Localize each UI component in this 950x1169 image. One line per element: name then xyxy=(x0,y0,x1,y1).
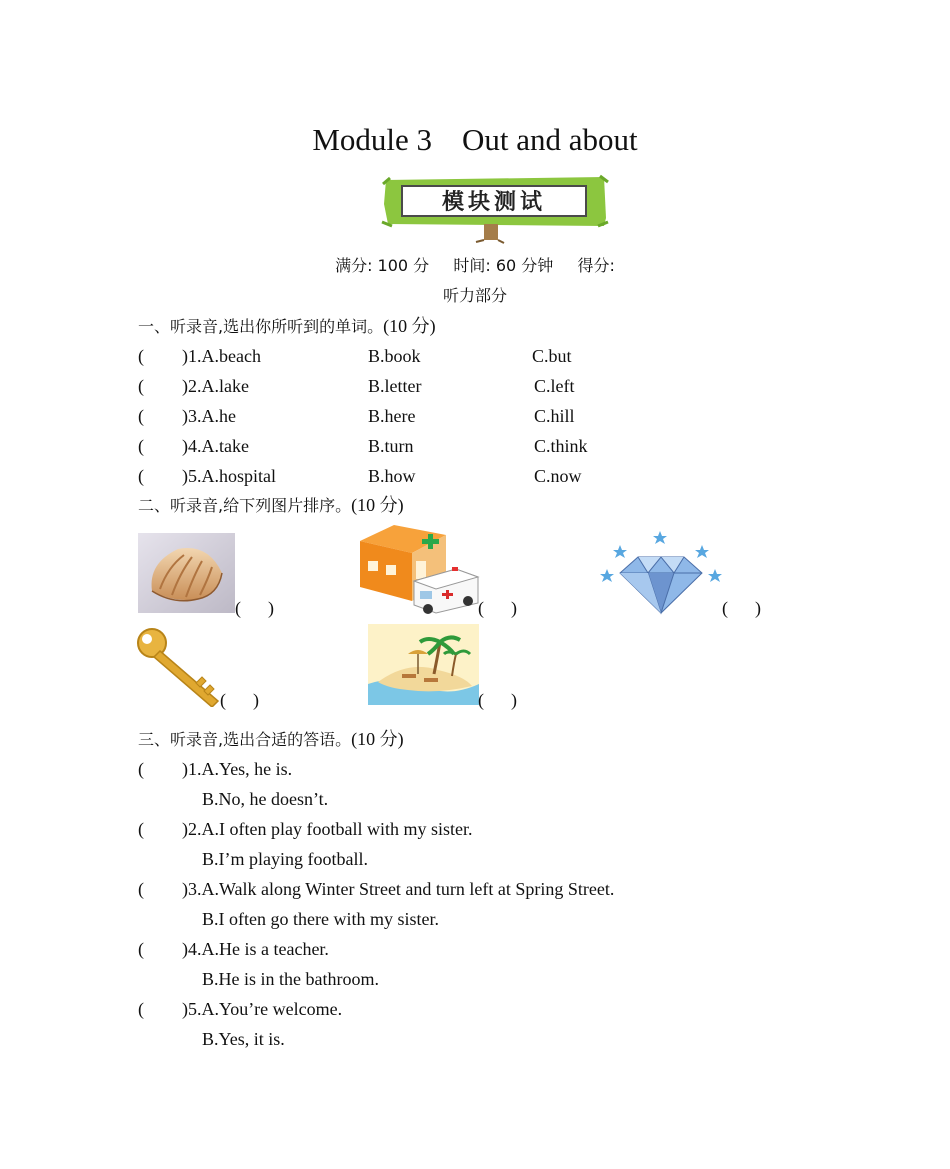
answer-blank[interactable]: ( xyxy=(138,376,144,396)
part1-question xyxy=(138,465,276,487)
part1-question xyxy=(138,435,249,457)
option-c: C.but xyxy=(532,346,572,366)
part2-score: (10 分) xyxy=(351,495,404,515)
part1-score: (10 分) xyxy=(383,316,436,336)
option-a: )4.A.take xyxy=(182,436,249,456)
order-blank[interactable]: ( ) xyxy=(220,690,259,710)
order-blank[interactable]: ( ) xyxy=(478,598,517,618)
score-info xyxy=(0,255,950,277)
title-topic: Out and about xyxy=(462,122,638,157)
answer-blank[interactable]: ( xyxy=(138,346,144,366)
option-b: B.book xyxy=(368,346,421,366)
part1-heading xyxy=(138,315,436,338)
answer-blank[interactable]: ( xyxy=(138,406,144,426)
answer-b: B.He is in the bathroom. xyxy=(202,969,379,989)
part3-heading-text: 三、听录音,选出合适的答语。 xyxy=(138,730,352,749)
answer-blank[interactable]: ( xyxy=(138,939,144,959)
part3-question xyxy=(138,758,292,780)
option-b: B.letter xyxy=(368,376,422,396)
option-c: C.now xyxy=(534,466,582,486)
order-blank[interactable]: ( ) xyxy=(235,598,274,618)
answer-b: B.Yes, it is. xyxy=(202,1029,285,1049)
option-c: C.think xyxy=(534,436,588,456)
answer-blank[interactable]: ( xyxy=(138,436,144,456)
order-blank[interactable]: ( ) xyxy=(722,598,761,618)
answer-b: B.I often go there with my sister. xyxy=(202,909,439,929)
full-marks: 满分: 100 分 xyxy=(335,256,430,275)
hospital-picture xyxy=(356,521,480,615)
key-picture xyxy=(136,627,226,707)
option-b: B.how xyxy=(368,466,416,486)
listening-section-header: 听力部分 xyxy=(442,286,507,305)
option-a: )5.A.hospital xyxy=(182,466,276,486)
part3-question xyxy=(138,878,614,900)
option-b: B.turn xyxy=(368,436,414,456)
part3-score: (10 分) xyxy=(351,729,404,749)
answer-a: )4.A.He is a teacher. xyxy=(182,939,329,959)
answer-blank[interactable]: ( xyxy=(138,999,144,1019)
option-c: C.left xyxy=(534,376,575,396)
answer-b: B.No, he doesn’t. xyxy=(202,789,329,809)
part3-question xyxy=(138,938,329,960)
option-a: )1.A.beach xyxy=(182,346,261,366)
answer-a: )1.A.Yes, he is. xyxy=(182,759,293,779)
part1-question xyxy=(138,405,236,427)
option-a: )3.A.he xyxy=(182,406,236,426)
answer-b: B.I’m playing football. xyxy=(202,849,368,869)
option-b: B.here xyxy=(368,406,416,426)
page-title xyxy=(0,122,950,158)
part2-heading-text: 二、听录音,给下列图片排序。 xyxy=(138,496,352,515)
answer-a: )3.A.Walk along Winter Street and turn left at Spring Street. xyxy=(182,879,615,899)
module-test-banner xyxy=(380,174,610,249)
time-limit: 时间: 60 分钟 xyxy=(453,256,554,275)
shell-picture xyxy=(138,533,235,613)
answer-blank[interactable]: ( xyxy=(138,879,144,899)
part1-question xyxy=(138,345,261,367)
option-c: C.hill xyxy=(534,406,575,426)
answer-blank[interactable]: ( xyxy=(138,466,144,486)
title-module: Module 3 xyxy=(312,122,433,157)
score-field: 得分: xyxy=(577,256,615,275)
order-blank[interactable]: ( ) xyxy=(478,690,517,710)
option-a: )2.A.lake xyxy=(182,376,249,396)
banner-text: 模块测试 xyxy=(441,190,547,215)
part1-question xyxy=(138,375,249,397)
part3-question xyxy=(138,998,342,1020)
answer-blank[interactable]: ( xyxy=(138,759,144,779)
part2-heading xyxy=(138,494,404,517)
diamond-picture xyxy=(598,529,724,617)
part3-question xyxy=(138,818,472,840)
answer-a: )5.A.You’re welcome. xyxy=(182,999,343,1019)
part3-heading xyxy=(138,728,404,751)
part1-heading-text: 一、听录音,选出你所听到的单词。 xyxy=(138,317,384,336)
answer-a: )2.A.I often play football with my sister. xyxy=(182,819,473,839)
answer-blank[interactable]: ( xyxy=(138,819,144,839)
beach-picture xyxy=(368,624,479,705)
